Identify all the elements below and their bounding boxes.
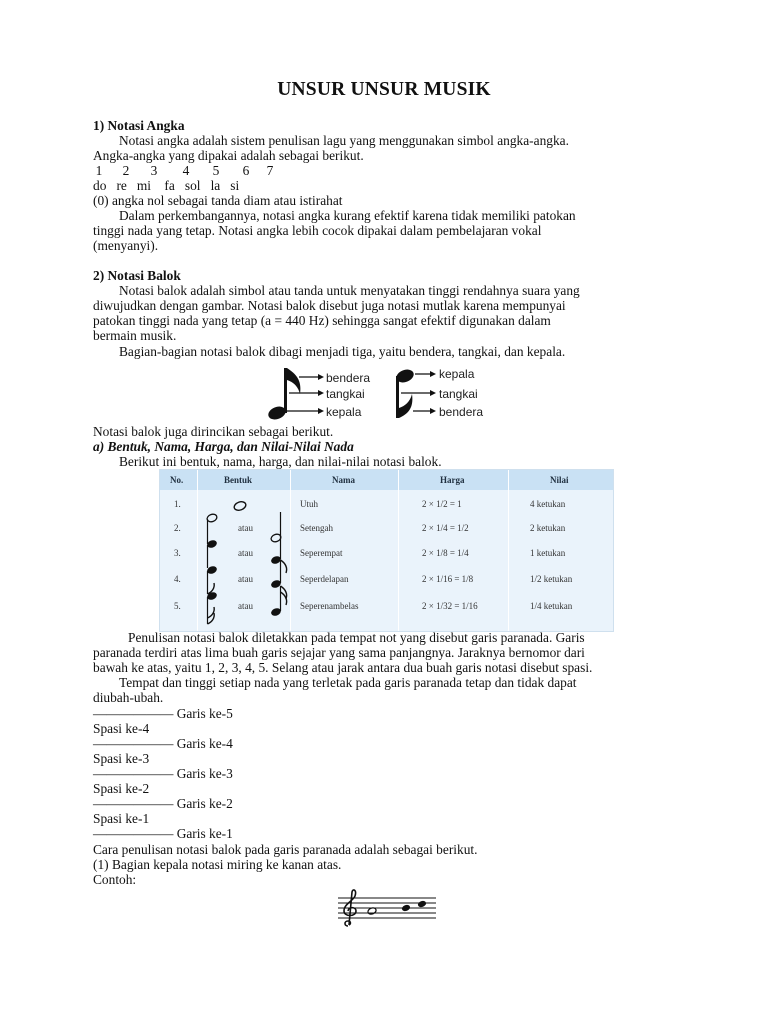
paragraph-line: Bagian-bagian notasi balok dibagi menjadi tiga, yaitu bendera, tangkai, dan kepala. [119,344,566,359]
paragraph-line: bawah ke atas, yaitu 1, 2, 3, 4, 5. Selang atau jarak antara dua buah garis notasi disebut spasi. [93,660,593,675]
staff-line-label: Spasi ke-4 [93,721,150,736]
syllable-cell: si [230,178,240,193]
table-cell-nilai: 4 ketukan [530,499,566,509]
figure-label: kepala [439,367,475,381]
paragraph-line: patokan tinggi nada yang tetap (a = 440 Hz) sehingga sangat efektif digunakan dalam [93,313,551,328]
column-header: Harga [440,475,465,485]
syllable-cell: do [93,178,107,193]
number-cell: 4 [182,163,190,178]
paragraph-line: diwujudkan dengan gambar. Notasi balok disebut juga notasi mutlak karena mempunyai [93,298,566,313]
staff-line-label: Spasi ke-3 [93,751,150,766]
table-cell-alt: atau [238,601,253,611]
page-title: UNSUR UNSUR MUSIK [277,79,491,100]
staff-line-label: Spasi ke-1 [93,811,150,826]
column-header: No. [170,475,184,485]
table-cell-alt: atau [238,574,253,584]
table-cell-nama: Seperempat [300,548,343,558]
staff-line-label: —————— Garis ke-4 [93,736,233,751]
whole-note-icon [232,500,248,512]
table-cell-harga: 2 × 1/16 = 1/8 [422,574,474,584]
number-cell: 6 [242,163,250,178]
sixteenth-note-up-icon [268,584,290,620]
paragraph-line: bermain musik. [93,328,177,343]
paragraph-line: paranada terdiri atas lima buah garis sejajar yang sama panjangnya. Jaraknya bernomor dari [93,645,585,660]
syllable-cell: mi [136,178,152,193]
paragraph-line: (0) angka nol sebagai tanda diam atau istirahat [93,193,343,208]
figure-label: tangkai [326,387,365,401]
table-cell-nama: Seperenambelas [300,601,359,611]
table-cell-nilai: 1/4 ketukan [530,601,573,611]
column-header: Bentuk [224,475,253,485]
syllable-cell: sol [184,178,201,193]
section-heading-notasi-balok: 2) Notasi Balok [93,268,181,283]
paragraph-line: Tempat dan tinggi setiap nada yang terletak pada garis paranada tetap dan tidak dapat [119,675,577,690]
staff-line-label: —————— Garis ke-5 [93,706,233,721]
figure-label: bendera [439,405,484,419]
paragraph-line: (1) Bagian kepala notasi miring ke kanan atas. [93,857,342,872]
table-cell-nama: Utuh [300,499,318,509]
paragraph-line: Angka-angka yang dipakai adalah sebagai berikut. [93,148,364,163]
section-heading-notasi-angka: 1) Notasi Angka [93,118,185,133]
table-cell-harga: 2 × 1/8 = 1/4 [422,548,469,558]
staff-line-label: —————— Garis ke-2 [93,796,233,811]
figure-label: bendera [326,371,371,385]
number-cell: 2 [122,163,130,178]
sixteenth-note-down-icon [204,588,224,626]
number-row [93,163,277,178]
paragraph-line: Notasi angka adalah sistem penulisan lagu yang menggunakan simbol angka-angka. [119,133,569,148]
table-cell-no: 5. [174,601,181,611]
table-cell-harga: 2 × 1/4 = 1/2 [422,523,469,533]
table-cell-nama: Seperdelapan [300,574,349,584]
paragraph-line: (menyanyi). [93,238,159,253]
table-cell-alt: atau [238,548,253,558]
quarter-note-icon [417,900,427,908]
table-cell-nama: Setengah [300,523,333,533]
paragraph-line: Dalam perkembangannya, notasi angka kurang efektif karena tidak memiliki patokan [119,208,576,223]
figure-label: kepala [326,405,362,419]
paragraph-line: Berikut ini bentuk, nama, harga, dan nilai-nilai notasi balok. [119,454,442,469]
quarter-note-icon [401,904,411,912]
figure-label: tangkai [439,387,478,401]
table-cell-harga: 2 × 1/2 = 1 [422,499,462,509]
table-cell-nilai: 1/2 ketukan [530,574,573,584]
syllable-cell: re [116,178,127,193]
table-cell-no: 3. [174,548,181,558]
table-cell-nilai: 1 ketukan [530,548,566,558]
note-parts-figure [262,364,502,424]
note-values-table [159,469,614,632]
paragraph-line: Penulisan notasi balok diletakkan pada tempat not yang disebut garis paranada. Garis [128,630,585,645]
syllable-row [93,178,239,193]
staff-line-label: Spasi ke-2 [93,781,150,796]
paragraph-line: Cara penulisan notasi balok pada garis paranada adalah sebagai berikut. [93,842,478,857]
subheading-bentuk-nada: a) Bentuk, Nama, Harga, dan Nilai-Nilai Nada [93,439,354,454]
number-cell: 7 [266,163,274,178]
number-cell: 3 [150,163,158,178]
table-cell-no: 2. [174,523,181,533]
staff-line-label: —————— Garis ke-1 [93,826,233,841]
column-header: Nilai [550,475,569,485]
table-cell-no: 1. [174,499,181,509]
syllable-cell: fa [164,178,175,193]
table-cell-nilai: 2 ketukan [530,523,566,533]
column-header: Nama [332,475,355,485]
staff-example [336,888,440,930]
paragraph-line: tinggi nada yang tetap. Notasi angka lebih cocok dipakai dalam pembelajaran vokal [93,223,542,238]
number-cell: 5 [212,163,220,178]
number-cell: 1 [95,163,103,178]
table-cell-no: 4. [174,574,181,584]
paragraph-line: Contoh: [93,872,137,887]
paragraph-line: diubah-ubah. [93,690,164,705]
table-cell-harga: 2 × 1/32 = 1/16 [422,601,478,611]
paragraph-line: Notasi balok juga dirincikan sebagai berikut. [93,424,334,439]
table-cell-alt: atau [238,523,253,533]
syllable-cell: la [210,178,221,193]
paragraph-line: Notasi balok adalah simbol atau tanda untuk menyatakan tinggi rendahnya suara yang [119,283,580,298]
staff-line-label: —————— Garis ke-3 [93,766,233,781]
